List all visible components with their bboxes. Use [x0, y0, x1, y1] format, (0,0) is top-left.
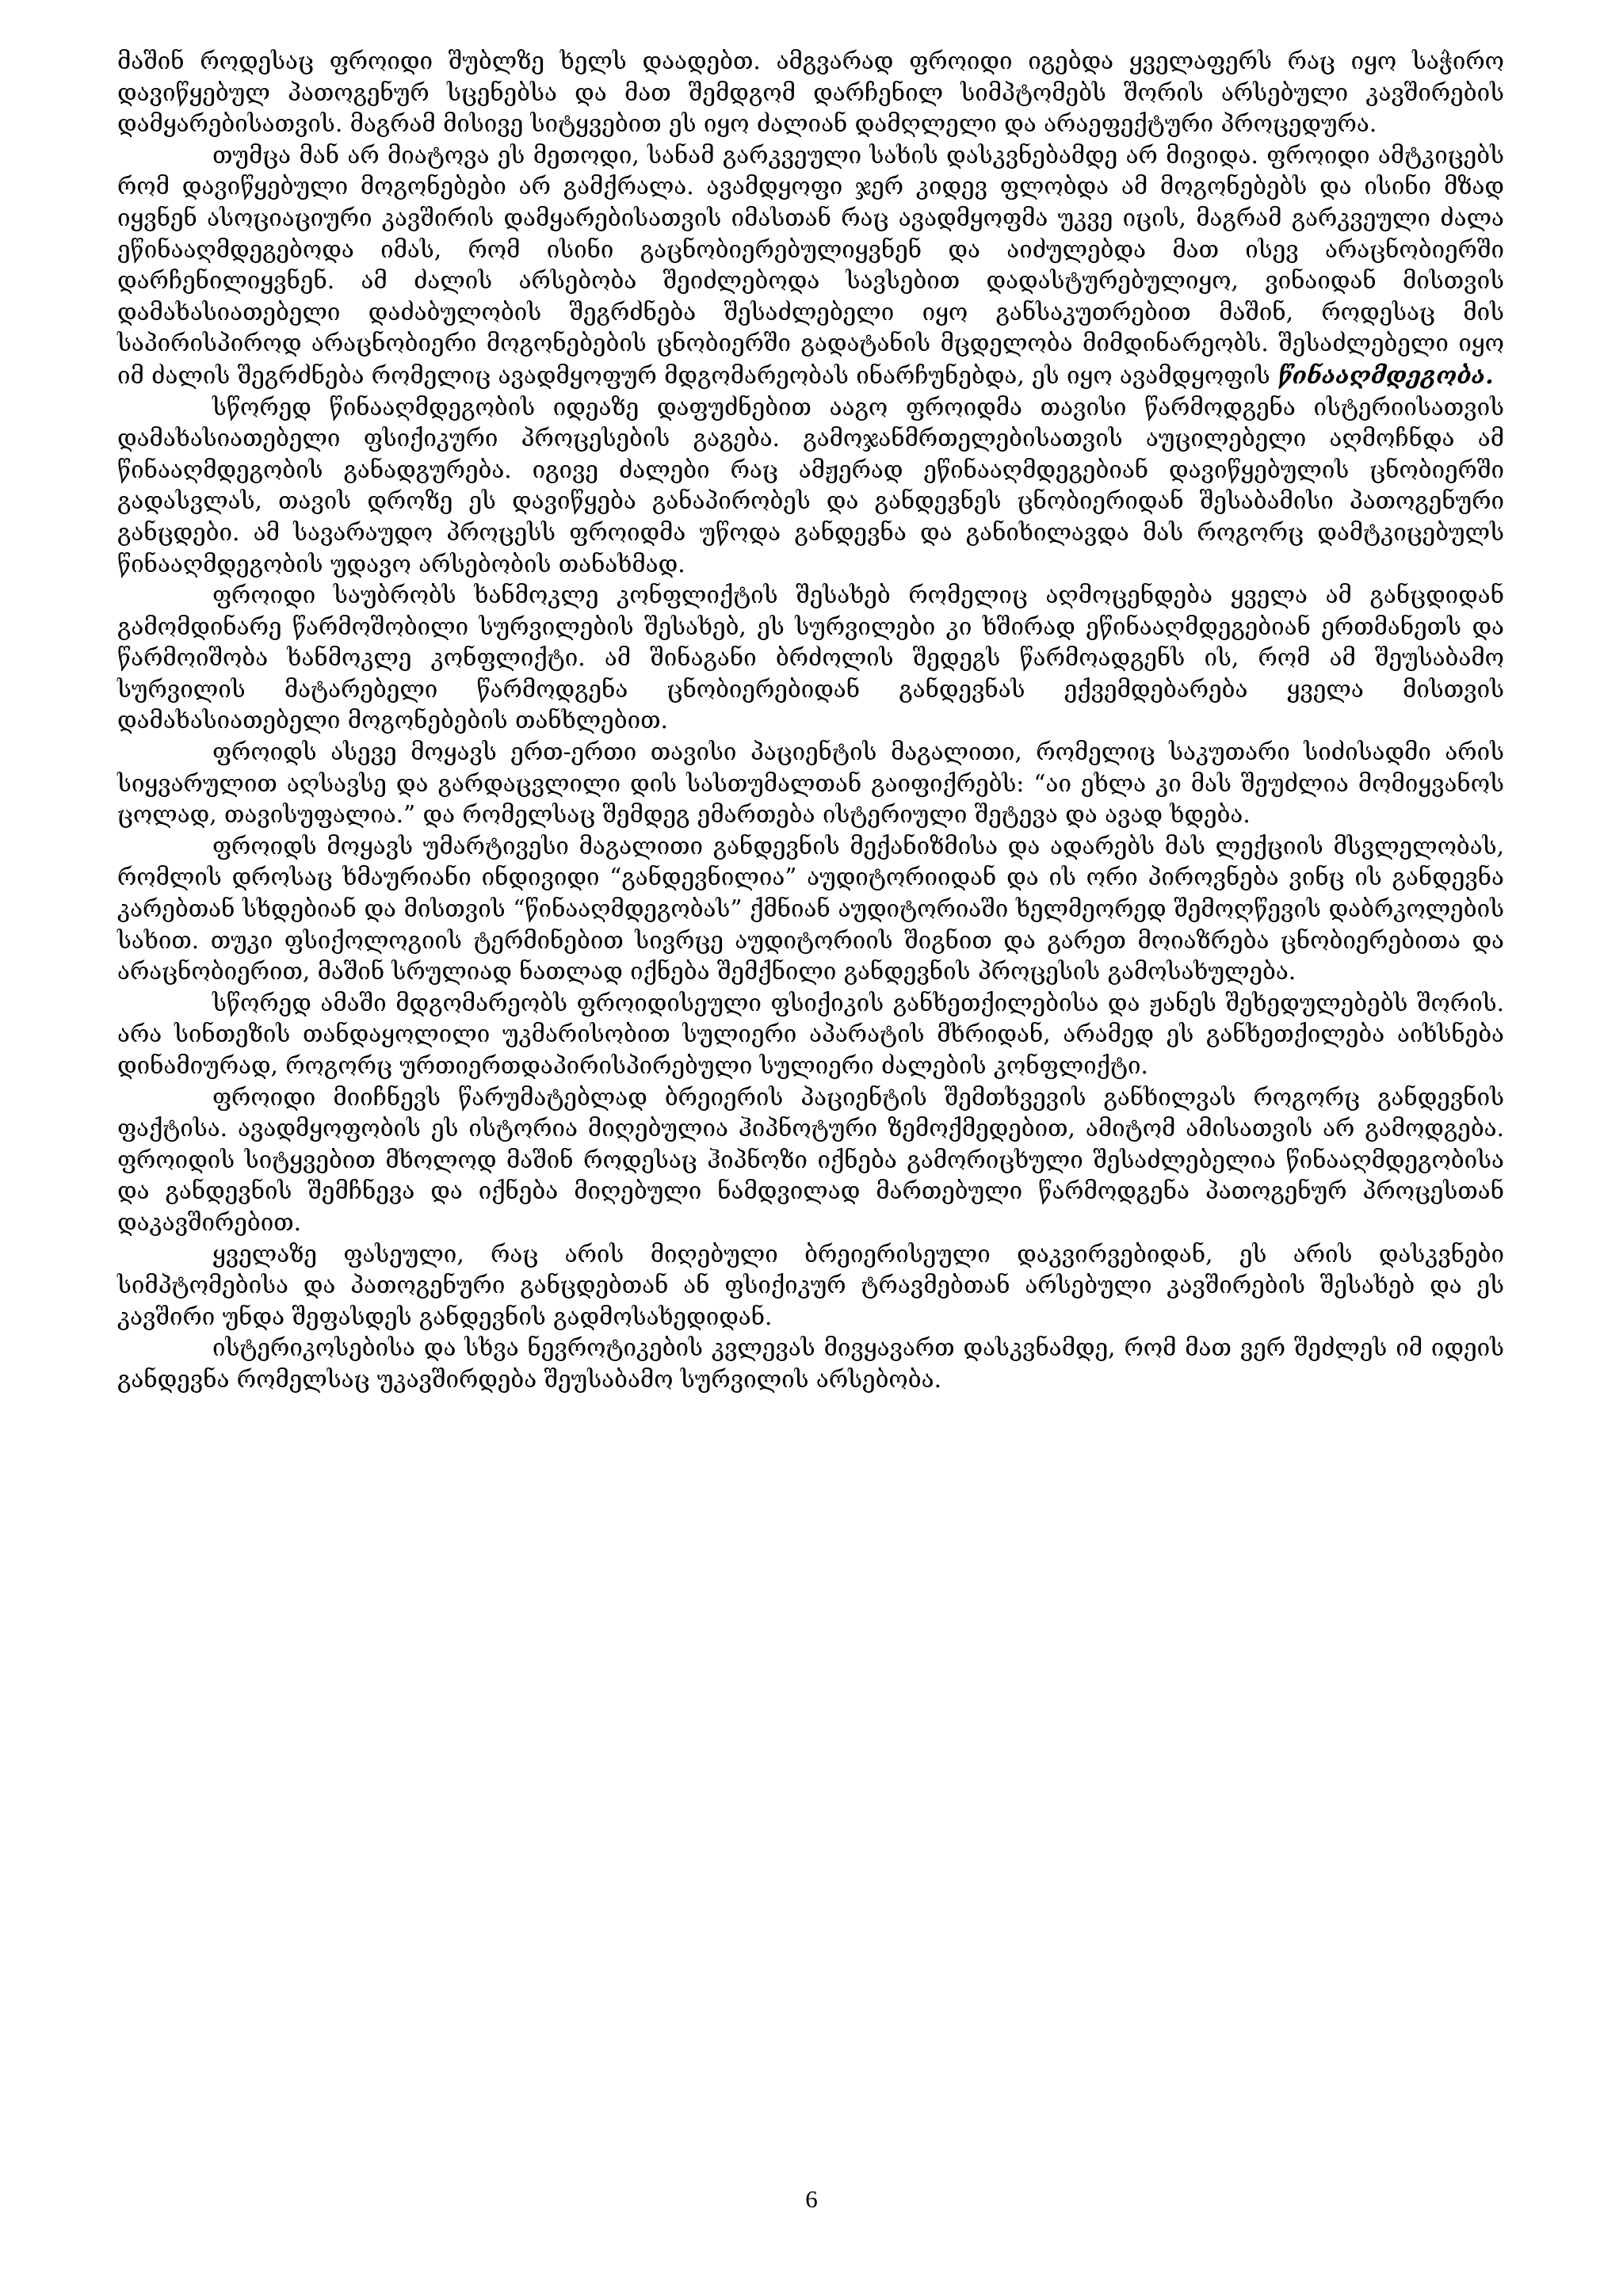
paragraph: სწორედ წინააღმდეგობის იდეაზე დაფუძნებით ააგო ფროიდმა თავისი წარმოდგენა ისტერიისათვის დამახასიათებელი ფსიქიკური პროცესების გაგება. გამოჯანმრთელებისათვის აუცილებელი აღმოჩნდა ამ წინააღმდეგობის განადგურება. იგივე ძალები რაც ამჟერად ეწინააღმდეგებიან დავიწყებულის ცნობიერში გადასვლას, თავის დროზე ეს დავიწყება განაპირობეს და განდევნეს ცნობიერიდან შესაბამისი პათოგენური განცდები. ამ სავარაუდო პროცესს ფროიდმა უწოდა განდევნა და განიხილავდა მას როგორც დამტკიცებულს წინააღმდეგობის უდავო არსებობის თანახმად. — [117, 393, 1504, 578]
paragraph: ფროიდი საუბრობს ხანმოკლე კონფლიქტის შესახებ რომელიც აღმოცენდება ყველა ამ განცდიდან გამომდინარე წარმოშობილი სურვილების შესახებ, ეს სურვილები კი ხშირად ეწინააღმდეგებიან ერთმანეთს და წარმოიშობა ხანმოკლე კონფლიქტი. ამ შინაგანი ბრძოლის შედეგს წარმოადგენს ის, რომ ამ შეუსაბამო სურვილის მატარებელი წარმოდგენა ცნობიერებიდან განდევნას ექვემდებარება ყველა მისთვის დამახასიათებელი მოგონებების თანხლებით. — [117, 582, 1504, 734]
emphasized-term: წინააღმდეგობა. — [1277, 360, 1494, 389]
paragraph-text: თუმცა მან არ მიატოვა ეს მეთოდი, სანამ გარკვეული სახის დასკვნებამდე არ მივიდა. ფროიდი ამტკიცებს რომ დავიწყებული მოგონებები არ გამქრალა. ავამდყოფი ჯერ კიდევ ფლობდა ამ მოგონებებს და ისინი მზად იყვნენ ასოციაციური კავშირის დამყარებისათვის იმასთან რაც ავადმყოფმა უკვე იცის, მაგრამ გარკვეული ძალა ეწინააღმდეგებოდა იმას, რომ ისინი გაცნობიერებულიყვნენ და აიძულებდა მათ ისევ არაცნობიერში დარჩენილიყვნენ. ამ ძალის არსებობა შეიძლებოდა სავსებით დადასტურებულიყო, ვინაიდან მისთვის დამახასიათებელი დაძაბულობის შეგრძნება შესაძლებელი იყო განსაკუთრებით მაშინ, როდესაც მის საპირისპიროდ არაცნობიერი მოგონებების ცნობიერში გადატანის მცდელობა მიმდინარეობს. შესაძლებელი იყო იმ ძალის შეგრძნება რომელიც ავადმყოფურ მდგომარეობას ინარჩუნებდა, ეს იყო ავამდყოფის — [117, 141, 1504, 389]
paragraph: მაშინ როდესაც ფროიდი შუბლზე ხელს დაადებთ. ამგვარად ფროიდი იგებდა ყველაფერს რაც იყო საჭირო დავიწყებულ პათოგენურ სცენებსა და მათ შემდგომ დარჩენილ სიმპტომებს შორის არსებული კავშირების დამყარებისათვის. მაგრამ მისივე სიტყვებით ეს იყო ძალიან დამღლელი და არაეფექტური პროცედურა. — [117, 48, 1504, 138]
paragraph: ფროიდი მიიჩნევს წარუმატებლად ბრეიერის პაციენტის შემთხვევის განხილვას როგორც განდევნის ფაქტისა. ავადმყოფობის ეს ისტორია მიღებულია ჰიპნოტური ზემოქმედებით, ამიტომ ამისათვის არ გამოდგება. ფროიდის სიტყვებით მხოლოდ მაშინ როდესაც ჰიპნოზი იქნება გამორიცხული შესაძლებელია წინააღმდეგობისა და განდევნის შემჩნევა და იქნება მიღებული ნამდვილად მართებული წარმოდგენა პათოგენურ პროცესთან დაკავშირებით. — [117, 1083, 1504, 1236]
document-page — [117, 46, 1504, 1396]
paragraph: ფროიდს მოყავს უმარტივესი მაგალითი განდევნის მექანიზმისა და ადარებს მას ლექციის მსვლელობას, რომლის დროსაც ხმაურიანი ინდივიდი “განდევნილია” აუდიტორიიდან და ის ორი პიროვნება ვინც ის განდევნა კარებთან სხდებიან და მისთვის “წინააღმდეგობას” ქმნიან აუდიტორიაში ხელმეორედ შემოღწევის დაბრკოლების სახით. თუკი ფსიქოლოგიის ტერმინებით სივრცე აუდიტორიის შიგნით და გარეთ მოიაზრება ცნობიერებითა და არაცნობიერით, მაშინ სრულიად ნათლად იქნება შემქნილი განდევნის პროცესის გამოსახულება. — [117, 832, 1504, 986]
paragraph: ისტერიკოსებისა და სხვა ნევროტიკების კვლევას მივყავართ დასკვნამდე, რომ მათ ვერ შეძლეს იმ იდეის განდევნა რომელსაც უკავშირდება შეუსაბამო სურვილის არსებობა. — [117, 1334, 1504, 1393]
page-number: 6 — [805, 2185, 818, 2213]
paragraph — [117, 140, 1504, 392]
paragraph: ფროიდს ასევე მოყავს ერთ-ერთი თავისი პაციენტის მაგალითი, რომელიც საკუთარი სიძისადმი არის სიყვარულით აღსავსე და გარდაცვლილი დის სასთუმალთან გაიფიქრებს: “აი ეხლა კი მას შეუძლია მომიყვანოს ცოლად, თავისუფალია.” და რომელსაც შემდეგ ემართება ისტერიული შეტევა და ავად ხდება. — [117, 738, 1504, 829]
paragraph: სწორედ ამაში მდგომარეობს ფროიდისეული ფსიქიკის განხეთქილებისა და ჟანეს შეხედულებებს შორის. არა სინთეზის თანდაყოლილი უკმარისობით სულიერი აპარატის მხრიდან, არამედ ეს განხეთქილება აიხსნება დინამიურად, როგორც ურთიერთდაპირისპირებული სულიერი ძალების კონფლიქტი. — [117, 989, 1504, 1079]
paragraph: ყველაზე ფასეული, რაც არის მიღებული ბრეიერისეული დაკვირვებიდან, ეს არის დასკვნები სიმპტომებისა და პათოგენური განცდებთან ან ფსიქიკურ ტრავმებთან არსებული კავშირების შესახებ და ეს კავშირი უნდა შეფასდეს განდევნის გადმოსახედიდან. — [117, 1240, 1504, 1330]
